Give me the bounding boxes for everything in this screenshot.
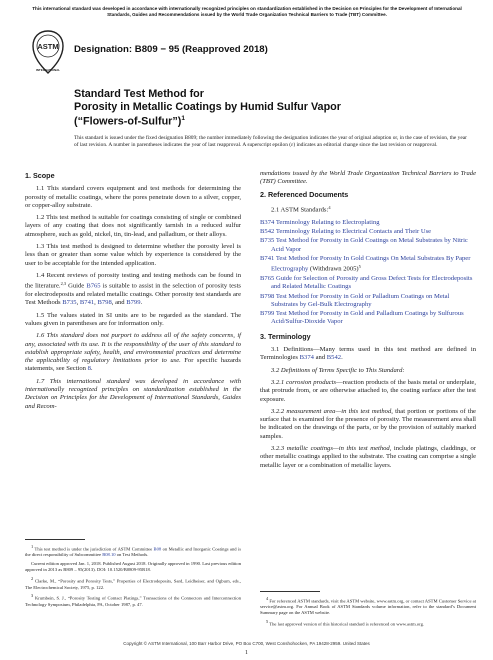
- page-number: 1: [245, 650, 248, 656]
- ref-link-b542[interactable]: B542: [326, 354, 342, 362]
- astm-logo-icon: [30, 28, 66, 76]
- ref-item-b735: B735 Test Method for Porosity in Gold Coatings on Metal Substrates by Nitric Acid Vapor: [260, 237, 468, 253]
- ref-link-section-8[interactable]: 8: [87, 365, 91, 373]
- right-footnotes: [260, 585, 476, 631]
- para-1-4: 1.4 Recent reviews of porosity testing and testing methods can be found in the literature.$^{2,3}$ Guide B765 is suitable to assist in the selection of porosity tests for electrodeposits and related metallic coatings. Other porosity test standards are Test Methods B735, B741, B798, and B799.: [25, 271, 241, 307]
- ref-link-b08[interactable]: B08: [153, 546, 162, 552]
- para-1-5: 1.5 The values stated in SI units are to be regarded as the standard. The values given in parentheses are for information only.: [25, 311, 241, 327]
- para-3-2: 3.2 Definitions of Terms Specific to This Standard:: [271, 366, 405, 374]
- para-3-2-1: 3.2.1 corrosion products—reaction products of the basis metal or underplate, that protrude from, or are otherwise attached to, the coating surface after the test exposure.: [260, 378, 476, 403]
- footnote-divider: [25, 539, 85, 540]
- ref-link-b735[interactable]: B735: [62, 299, 77, 307]
- designation: Designation: B809 − 95 (Reapproved 2018): [74, 44, 268, 55]
- right-column: [260, 170, 476, 474]
- para-1-7-continued: mendations issued by the World Trade Organization Technical Barriers to Trade (TBT) Committee.: [260, 170, 476, 186]
- ref-link-b798[interactable]: B798: [97, 299, 112, 307]
- left-column: [25, 170, 241, 415]
- document-title: [74, 88, 474, 128]
- ref-link-b08-10[interactable]: B08.10: [102, 552, 116, 558]
- para-1-3: 1.3 This test method is designed to determine whether the porosity level is less than or greater than some value which by experience is considered by the user to be acceptable for the intended application.: [25, 243, 241, 267]
- svg-text:ASTM: ASTM: [37, 42, 59, 51]
- para-3-1: 3.1 Definitions—Many terms used in this test method are defined in Terminologies B374 and B542.: [260, 346, 476, 362]
- footnote-3: 3 Krumbein, S. J., “Porosity Testing of Contact Platings,” Transactions of the Connectors and Interconnection Technology Symposium, Philadelphia, PA, October 1987, p. 47.: [25, 593, 242, 607]
- para-1-7: 1.7 This international standard was developed in accordance with internationally recognized principles on standardization established in the Decision on Principles for the Development of International Standards, Guides and Recom-: [25, 377, 241, 410]
- footnote-divider: [260, 591, 320, 592]
- section-heading-referenced-documents: 2. Referenced Documents: [260, 189, 349, 199]
- left-footnotes: [25, 533, 241, 611]
- ref-link-b799[interactable]: B799: [126, 299, 141, 307]
- footnote-4: 4 For referenced ASTM standards, visit the ASTM website, www.astm.org, or contact ASTM Customer Service at service@astm.org. For Annual Book of ASTM Standards volume information, refer to the standard’s Document Summary page on the ASTM website.: [260, 596, 476, 616]
- ref-item-b741: B741 Test Method for Porosity In Gold Coatings On Metal Substrates By Paper Electrography (Withdrawn 2005)$^5$: [260, 254, 471, 273]
- para-2-1: 2.1 ASTM Standards:$^4$: [271, 204, 331, 214]
- title-footnote-mark: 1: [181, 115, 185, 123]
- ref-item-b798: B798 Test Method for Porosity in Gold or Palladium Coatings on Metal Substrates by Gel-Bulk Electrography: [260, 292, 450, 308]
- ref-item-b765: B765 Guide for Selection of Porosity and Gross Defect Tests for Electrodeposits and Related Metallic Coatings: [260, 274, 473, 291]
- footnote-2: 2 Clarke, M., “Porosity and Porosity Tests,” Properties of Electrodeposits, Sard, Leidheiser, and Ogburn, eds., The Electrochemical Society, 1975, p. 122.: [25, 576, 241, 590]
- ref-link-b374[interactable]: B374: [299, 354, 314, 362]
- copyright-line: Copyright © ASTM International, 100 Barr Harbor Drive, PO Box C700, West Conshohocken, PA 19428-2959. United States: [123, 641, 370, 646]
- para-1-2: 1.2 This test method is suitable for coatings consisting of single or combined layers of any coating that does not significantly tarnish in a reduced sulfur atmosphere, such as gold, nickel, tin, tin-lead, and palladium, or their alloys.: [25, 214, 241, 238]
- wto-notice: This international standard was developed in accordance with internationally recognized principles on standardization established in the Decision on Principles for the Development of International Standards, Guides and Recommendations issued by the World Trade Organization Technical Barriers to Trade (TBT) Committee.: [32, 6, 462, 17]
- title-line-2: Porosity in Metallic Coatings by Humid Sulfur Vapor: [74, 100, 341, 113]
- footnote-1-edition: Current edition approved Jan. 1, 2018. Published August 2018. Originally approved in 1990. Last previous edition approved in 2013 as B809 – 95(2013). DOI: 10.1520/B0809-95R18.: [25, 561, 242, 573]
- ref-item-b374: B374 Terminology Relating to Electroplating: [260, 218, 380, 226]
- ref-link-b765[interactable]: B765: [86, 282, 101, 290]
- para-3-2-2: 3.2.2 measurement area—in this test method, that portion or portions of the surface that is examined for the presence of porosity. The measurement area shall be indicated on the drawings of the parts, or by the provision of suitably marked samples.: [260, 407, 476, 440]
- section-heading-scope: 1. Scope: [25, 171, 55, 180]
- ref-item-b799: B799 Test Method for Porosity in Gold and Palladium Coatings by Sulfurous Acid/Sulfur-Dioxide Vapor: [260, 310, 464, 326]
- ref-link-b741[interactable]: B741: [79, 299, 95, 307]
- section-heading-terminology: 3. Terminology: [260, 331, 311, 341]
- ref-item-b542: B542 Terminology Relating to Electrical Contacts and Their Use: [260, 227, 432, 235]
- footnote-5: 5 The last approved version of this historical standard is referenced on www.astm.org.: [266, 619, 425, 627]
- para-1-1: 1.1 This standard covers equipment and test methods for determining the porosity of metallic coatings, where the pores penetrate down to a silver, copper, or copper-alloy substrate.: [25, 185, 241, 209]
- footnote-1: 1 This test method is under the jurisdiction of ASTM Committee B08 on Metallic and Inorganic Coatings and is the direct responsibility of Subcommittee B08.10 on Test Methods.: [25, 544, 241, 558]
- para-1-6: 1.6 This standard does not purport to address all of the safety concerns, if any, associated with its use. It is the responsibility of the user of this standard to establish appropriate safety, health, and environmental practices and determine the applicability of regulatory limitations prior to use. For specific hazards statements, see Section 8.: [25, 332, 241, 373]
- title-line-1: Standard Test Method for: [74, 88, 204, 100]
- standard-issue-note: This standard is issued under the fixed designation B809; the number immediately following the designation indicates the year of original adoption or, in the case of revision, the year of last revision. A number in parentheses indicates the year of last reapproval. A superscript epsilon (ε) indicates an editorial change since the last revision or reapproval.: [74, 135, 467, 148]
- title-line-3: (“Flowers-of-Sulfur”)$^1$: [74, 115, 185, 128]
- para-3-2-3: 3.2.3 metallic coatings—in this test method, include platings, claddings, or other metallic coatings applied to the substrate. The coating can comprise a single metallic layer or a combination of metallic layers.: [260, 445, 476, 469]
- svg-text:INTERNATIONAL: INTERNATIONAL: [35, 68, 61, 72]
